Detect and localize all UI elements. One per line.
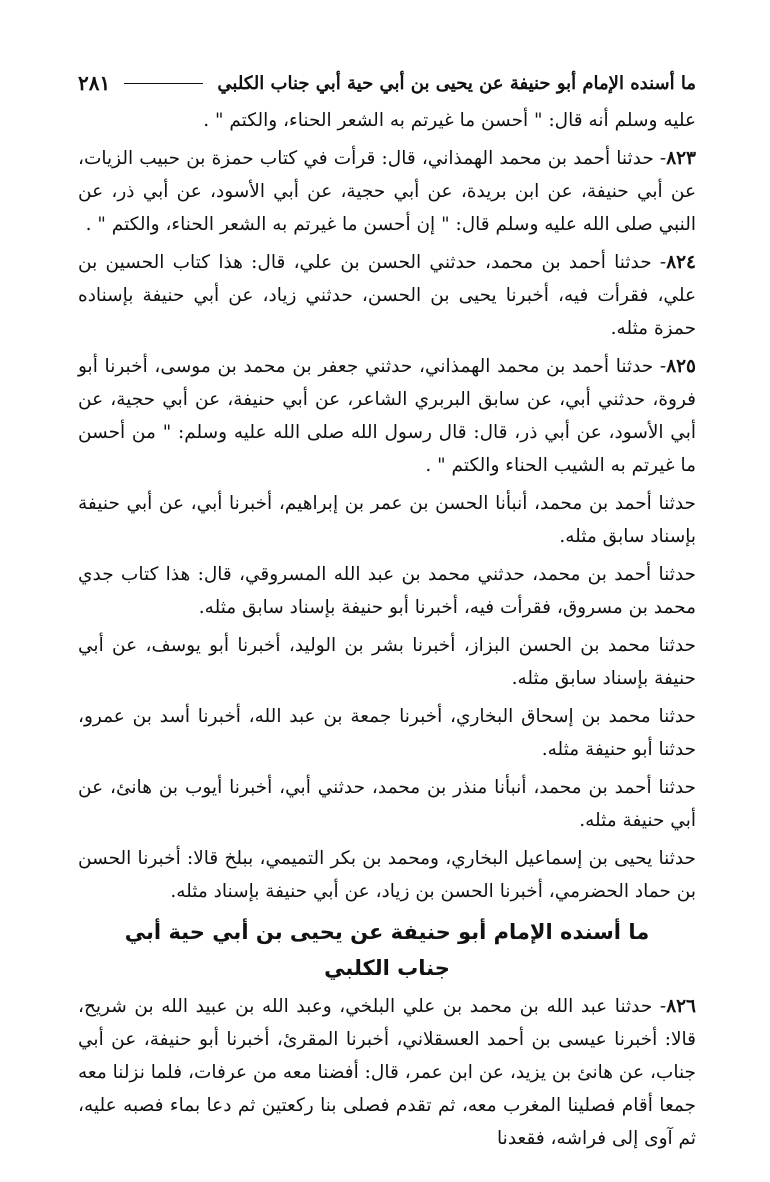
hadith-paragraph xyxy=(78,104,696,137)
hadith-text: حدثنا محمد بن الحسن البزاز، أخبرنا بشر بن الوليد، أخبرنا أبو يوسف، عن أبي حنيفة بإسناد سابق مثله. xyxy=(78,635,696,689)
paragraph-group xyxy=(78,990,696,1155)
hadith-paragraph xyxy=(78,487,696,553)
hadith-paragraph xyxy=(78,142,696,241)
hadith-paragraph xyxy=(78,771,696,837)
section-heading: ما أسنده الإمام أبو حنيفة عن يحيى بن أبي حية أبي جناب الكلبي xyxy=(124,920,650,980)
hadith-paragraph xyxy=(78,990,696,1155)
hadith-paragraph xyxy=(78,700,696,766)
hadith-text: - حدثنا أحمد بن محمد، حدثني الحسن بن علي، قال: هذا كتاب الحسين بن علي، فقرأت فيه، أخبرنا يحيى بن الحسن، حدثني زياد، عن أبي حنيفة بإسناده حمزة مثله. xyxy=(78,252,696,339)
hadith-text: حدثنا أحمد بن محمد، حدثني محمد بن عبد الله المسروقي، قال: هذا كتاب جدي محمد بن مسروق، فقرأت فيه، أخبرنا أبو حنيفة بإسناد سابق مثله. xyxy=(78,564,696,618)
hadith-number: ٨٢٦ xyxy=(666,996,696,1017)
hadith-paragraph xyxy=(78,842,696,908)
running-header xyxy=(78,66,696,100)
hadith-text: حدثنا محمد بن إسحاق البخاري، أخبرنا جمعة بن عبد الله، أخبرنا أسد بن عمرو، حدثنا أبو حنيفة مثله. xyxy=(78,706,696,760)
hadith-text: - حدثنا أحمد بن محمد الهمذاني، حدثني جعفر بن محمد بن موسى، أخبرنا أبو فروة، حدثني أبي، عن سابق البربري الشاعر، عن أبي حنيفة، عن أبي حجية، عن أبي الأسود، عن أبي ذر، قال: قال رسول الله صلى الله عليه وسلم: " من أحسن ما غيرتم به الشيب الحناء والكتم " . xyxy=(78,356,696,476)
hadith-paragraph xyxy=(78,246,696,345)
paragraph-group xyxy=(78,104,696,908)
hadith-text: - حدثنا أحمد بن محمد الهمذاني، قال: قرأت في كتاب حمزة بن حبيب الزيات، عن أبي حنيفة، عن ابن بريدة، عن أبي حجية، عن أبي الأسود، عن أبي ذر، عن النبي صلى الله عليه وسلم قال: " إن أحسن ما غيرتم به الشعر الحناء، والكتم " . xyxy=(78,148,696,235)
header-rule xyxy=(124,83,203,84)
hadith-paragraph xyxy=(78,350,696,482)
page-body xyxy=(78,104,696,1155)
hadith-paragraph xyxy=(78,558,696,624)
hadith-number: ٨٢٣ xyxy=(666,148,696,169)
hadith-text: حدثنا أحمد بن محمد، أنبأنا الحسن بن عمر بن إبراهيم، أخبرنا أبي، عن أبي حنيفة بإسناد سابق مثله. xyxy=(78,493,696,547)
hadith-number: ٨٢٥ xyxy=(666,356,696,377)
running-header-title: ما أسنده الإمام أبو حنيفة عن يحيى بن أبي حية أبي جناب الكلبي xyxy=(217,72,696,94)
hadith-text: حدثنا أحمد بن محمد، أنبأنا منذر بن محمد، حدثني أبي، أخبرنا أيوب بن هانئ، عن أبي حنيفة مثله. xyxy=(78,777,696,831)
hadith-text: - حدثنا عبد الله بن محمد بن علي البلخي، وعبد الله بن عبيد الله بن شريح، قالا: أخبرنا عيسى بن أحمد العسقلاني، أخبرنا المقرئ، أخبرنا أبو حنيفة، عن أبي جناب، عن هانئ بن يزيد، عن ابن عمر، قال: أفضنا معه من عرفات، فلما نزلنا معه جمعا أقام فصلينا المغرب معه، ثم تقدم فصلى بنا ركعتين ثم دعا بماء فصبه عليه، ثم آوى إلى فراشه، فقعدنا xyxy=(78,996,696,1149)
hadith-text: حدثنا يحيى بن إسماعيل البخاري، ومحمد بن بكر التميمي، ببلخ قالا: أخبرنا الحسن بن حماد الحضرمي، أخبرنا الحسن بن زياد، عن أبي حنيفة بإسناد مثله. xyxy=(78,848,696,902)
hadith-paragraph xyxy=(78,629,696,695)
page-number: ٢٨١ xyxy=(78,71,111,95)
hadith-text: عليه وسلم أنه قال: " أحسن ما غيرتم به الشعر الحناء، والكتم " . xyxy=(203,110,696,131)
hadith-number: ٨٢٤ xyxy=(666,252,696,273)
